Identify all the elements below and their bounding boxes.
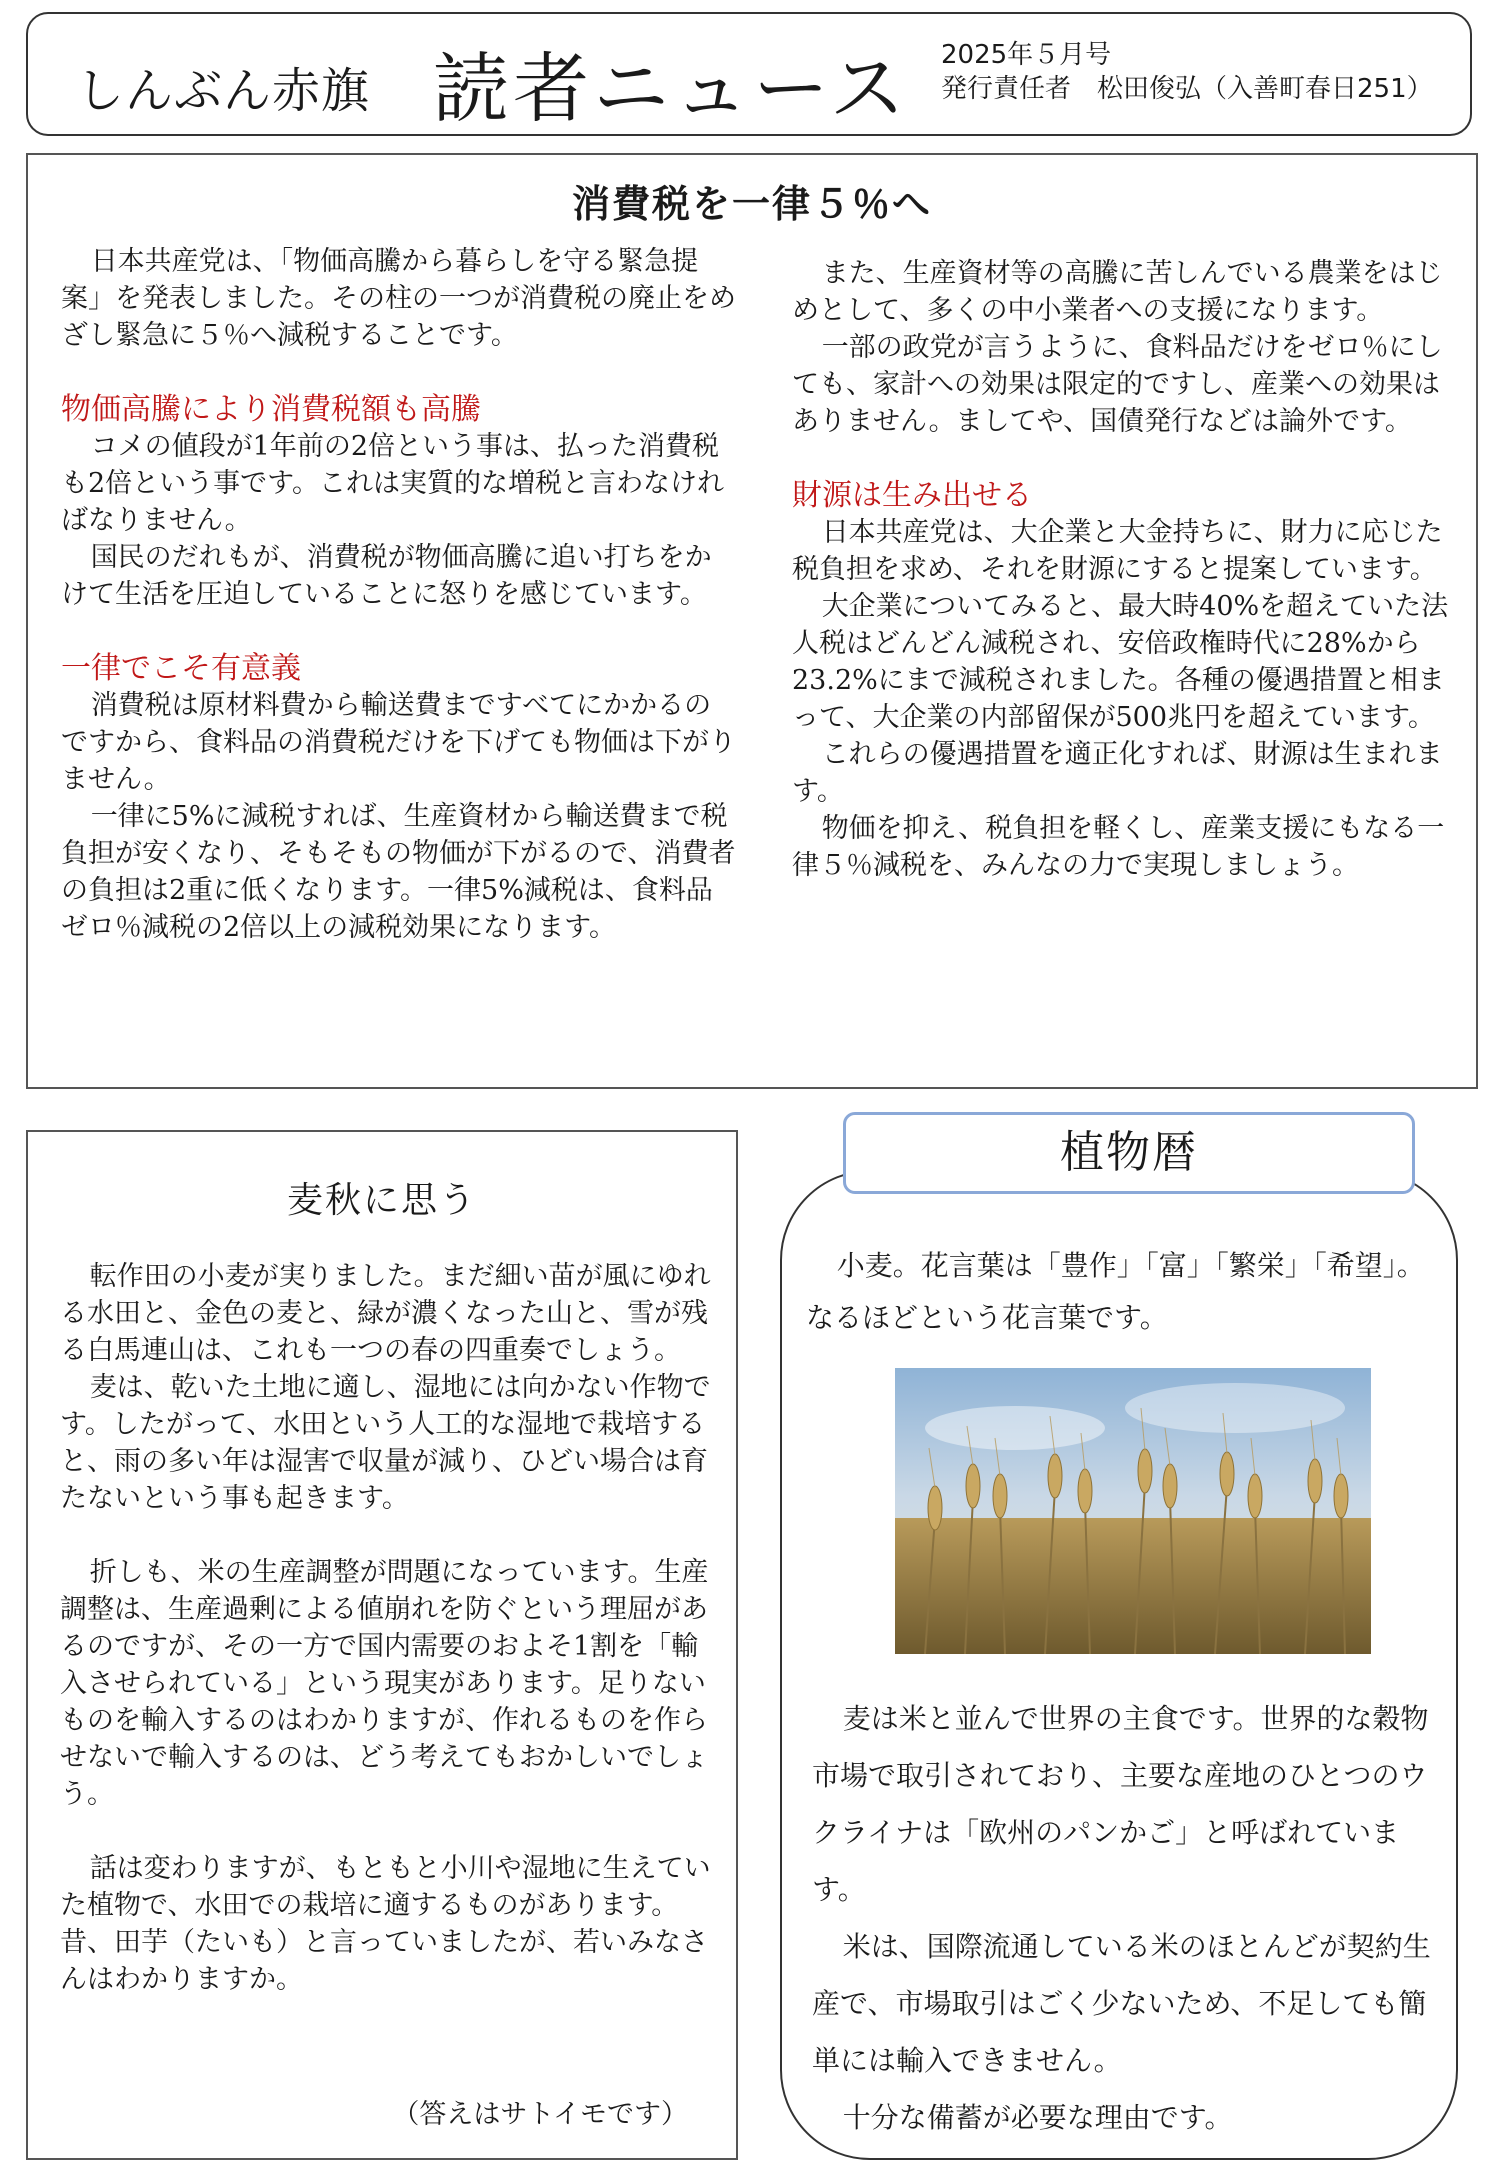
essay-answer: （答えはサトイモです） <box>392 2099 688 2130</box>
essay-body <box>60 1258 720 1998</box>
issue-date: 2025年５月号 <box>941 40 1112 70</box>
plant-body <box>812 1690 1452 2146</box>
plant-calendar-title: 植物暦 <box>843 1112 1415 1194</box>
issue-info <box>941 38 1433 106</box>
publication-name: しんぶん赤旗 <box>76 63 371 119</box>
paragraph: 折しも、米の生産調整が問題になっています。生産調整は、生産過剰による値崩れを防ぐという理屈があるのですが、その一方で国内需要のおよそ1割を「輸入させられている」という現実があります。足りないものを輸入するのはわかりますが、作れるものを作らせないで輸入するのは、どう考えてもおかしいでしょう。 <box>60 1557 709 1810</box>
paragraph: また、生産資材等の高騰に苦しんでいる農業をはじめとして、多くの中小業者への支援になります。 <box>792 258 1443 326</box>
paragraph: 物価を抑え、税負担を軽くし、産業支援にもなる一律５％減税を、みんなの力で実現しましょう。 <box>792 813 1445 881</box>
essay-box <box>26 1130 738 2160</box>
essay-title: 麦秋に思う <box>286 1180 477 1221</box>
paragraph: これらの優遇措置を適正化すれば、財源は生まれます。 <box>792 739 1443 807</box>
newsletter-title: 読者ニュース <box>433 44 910 133</box>
paragraph: 転作田の小麦が実りました。まだ細い苗が風にゆれる水田と、金色の麦と、緑が濃くなった山と、雪が残る白馬連山は、これも一つの春の四重奏でしょう。 <box>60 1261 711 1366</box>
plant-intro <box>806 1240 1446 1344</box>
paragraph: 十分な備蓄が必要な理由です。 <box>842 2101 1233 2134</box>
paragraph: 日本共産党は、大企業と大金持ちに、財力に応じた税負担を求め、それを財源にすると提案しています。 <box>792 517 1443 585</box>
paragraph: 米は、国際流通している米のほとんどが契約生産で、市場取引はごく少ないため、不足しても簡単には輸入できません。 <box>812 1930 1431 2077</box>
main-article <box>26 153 1478 1089</box>
publisher-line: 発行責任者 松田俊弘（入善町春日251） <box>941 74 1433 104</box>
header-box <box>26 12 1472 136</box>
main-article-left-column <box>61 243 736 946</box>
paragraph: 一部の政党が言うように、食料品だけをゼロ％にしても、家計への効果は限定的ですし、産業への効果はありません。ましてや、国債発行などは論外です。 <box>792 332 1443 437</box>
paragraph: コメの値段が1年前の2倍という事は、払った消費税も2倍という事です。これは実質的な増税と言わなければなりません。 <box>61 431 725 536</box>
paragraph: 一律に5%に減税すれば、生産資材から輸送費まで税負担が安くなり、そもそもの物価が下がるので、消費者の負担は2重に低くなります。一律5%減税は、食料品ゼロ％減税の2倍以上の減税効果になります。 <box>61 801 736 943</box>
paragraph: 小麦。花言葉は「豊作」「富」「繁栄」「希望」。 なるほどという花言葉です。 <box>806 1249 1439 1334</box>
section-heading: 一律でこそ有意義 <box>61 651 301 686</box>
section-heading: 財源は生み出せる <box>792 478 1032 513</box>
main-article-right-column <box>792 255 1462 884</box>
section-heading: 物価高騰により消費税額も高騰 <box>61 392 481 427</box>
paragraph: 国民のだれもが、消費税が物価高騰に追い打ちをかけて生活を圧迫していることに怒りを感じています。 <box>61 542 712 610</box>
main-article-title: 消費税を一律５％へ <box>571 182 932 226</box>
paragraph: 話は変わりますが、もともと小川や湿地に生えていた植物で、水田での栽培に適するものがあります。昔、田芋（たいも）と言っていましたが、若いみなさんはわかりますか。 <box>60 1853 711 1995</box>
paragraph: 麦は、乾いた土地に適し、湿地には向かない作物です。したがって、水田という人工的な湿地で栽培すると、雨の多い年は湿害で収量が減り、ひどい場合は育たないという事も起きます。 <box>60 1372 711 1514</box>
paragraph: 麦は米と並んで世界の主食です。世界的な穀物市場で取引されており、主要な産地のひとつのウクライナは「欧州のパンかご」と呼ばれています。 <box>812 1702 1429 1906</box>
paragraph: 消費税は原材料費から輸送費まですべてにかかるのですから、食料品の消費税だけを下げても物価は下がりません。 <box>61 690 736 795</box>
paragraph: 日本共産党は、「物価高騰から暮らしを守る緊急提案」を発表しました。その柱の一つが消費税の廃止をめざし緊急に５％へ減税することです。 <box>61 246 736 351</box>
paragraph: 大企業についてみると、最大時40%を超えていた法人税はどんどん減税され、安倍政権時代に28%から23.2%にまで減税されました。各種の優遇措置と相まって、大企業の内部留保が500兆円を超えています。 <box>792 591 1449 733</box>
wheat-photo <box>895 1368 1371 1654</box>
